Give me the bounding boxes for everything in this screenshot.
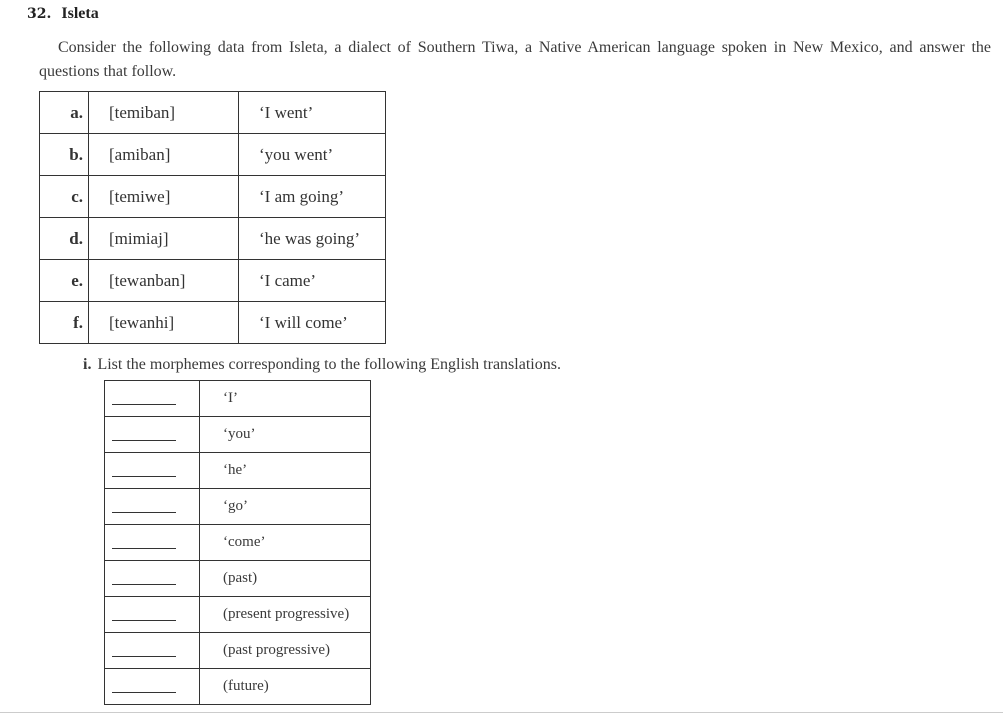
answer-blank[interactable] xyxy=(105,633,200,669)
answer-blank-line xyxy=(112,440,176,441)
isleta-form: [temiban] xyxy=(89,92,239,134)
row-label: b. xyxy=(40,134,89,176)
row-label: d. xyxy=(40,218,89,260)
answer-row xyxy=(105,561,371,597)
answer-row xyxy=(105,453,371,489)
question-number: 32. xyxy=(27,6,52,22)
answer-blank[interactable] xyxy=(105,417,200,453)
answer-row xyxy=(105,669,371,705)
data-row xyxy=(40,134,386,176)
english-translation: (past) xyxy=(200,561,371,597)
answer-blank-line xyxy=(112,692,176,693)
question-header xyxy=(27,5,99,23)
data-row xyxy=(40,260,386,302)
english-gloss: ‘he was going’ xyxy=(239,218,386,260)
answer-row xyxy=(105,525,371,561)
english-translation: (future) xyxy=(200,669,371,705)
answer-blank-line xyxy=(112,476,176,477)
subquestion-label: i. xyxy=(83,356,92,373)
answer-blank-line xyxy=(112,548,176,549)
answer-blank-line xyxy=(112,620,176,621)
data-row xyxy=(40,302,386,344)
subquestion-text: List the morphemes corresponding to the following English translations. xyxy=(97,356,561,373)
answer-blank[interactable] xyxy=(105,453,200,489)
isleta-form: [tewanhi] xyxy=(89,302,239,344)
english-gloss: ‘I went’ xyxy=(239,92,386,134)
subquestion xyxy=(83,356,561,374)
answer-blank-line xyxy=(112,584,176,585)
row-label: e. xyxy=(40,260,89,302)
question-title: Isleta xyxy=(61,5,99,22)
english-translation: ‘come’ xyxy=(200,525,371,561)
english-gloss: ‘I will come’ xyxy=(239,302,386,344)
answer-blank[interactable] xyxy=(105,561,200,597)
row-label: c. xyxy=(40,176,89,218)
answer-row xyxy=(105,489,371,525)
answer-blank-line xyxy=(112,512,176,513)
row-label: f. xyxy=(40,302,89,344)
data-row xyxy=(40,176,386,218)
answer-row xyxy=(105,381,371,417)
english-translation: ‘he’ xyxy=(200,453,371,489)
english-gloss: ‘I am going’ xyxy=(239,176,386,218)
answer-blank[interactable] xyxy=(105,597,200,633)
answer-row xyxy=(105,633,371,669)
data-row xyxy=(40,92,386,134)
isleta-form: [tewanban] xyxy=(89,260,239,302)
isleta-form: [temiwe] xyxy=(89,176,239,218)
english-translation: ‘go’ xyxy=(200,489,371,525)
answer-blank[interactable] xyxy=(105,525,200,561)
english-translation: (present progressive) xyxy=(200,597,371,633)
english-gloss: ‘I came’ xyxy=(239,260,386,302)
isleta-form: [amiban] xyxy=(89,134,239,176)
english-translation: ‘you’ xyxy=(200,417,371,453)
data-table xyxy=(39,91,386,344)
data-row xyxy=(40,218,386,260)
answer-row xyxy=(105,597,371,633)
english-translation: (past progressive) xyxy=(200,633,371,669)
answer-table xyxy=(104,380,371,705)
question-intro: Consider the following data from Isleta, a dialect of Southern Tiwa, a Native American language spoken in New Mexico, and answer the questions that follow. xyxy=(39,39,991,80)
isleta-form: [mimiaj] xyxy=(89,218,239,260)
english-gloss: ‘you went’ xyxy=(239,134,386,176)
answer-blank[interactable] xyxy=(105,669,200,705)
answer-blank[interactable] xyxy=(105,489,200,525)
answer-blank[interactable] xyxy=(105,381,200,417)
page-divider xyxy=(0,712,1003,713)
answer-blank-line xyxy=(112,656,176,657)
answer-row xyxy=(105,417,371,453)
answer-blank-line xyxy=(112,404,176,405)
row-label: a. xyxy=(40,92,89,134)
english-translation: ‘I’ xyxy=(200,381,371,417)
